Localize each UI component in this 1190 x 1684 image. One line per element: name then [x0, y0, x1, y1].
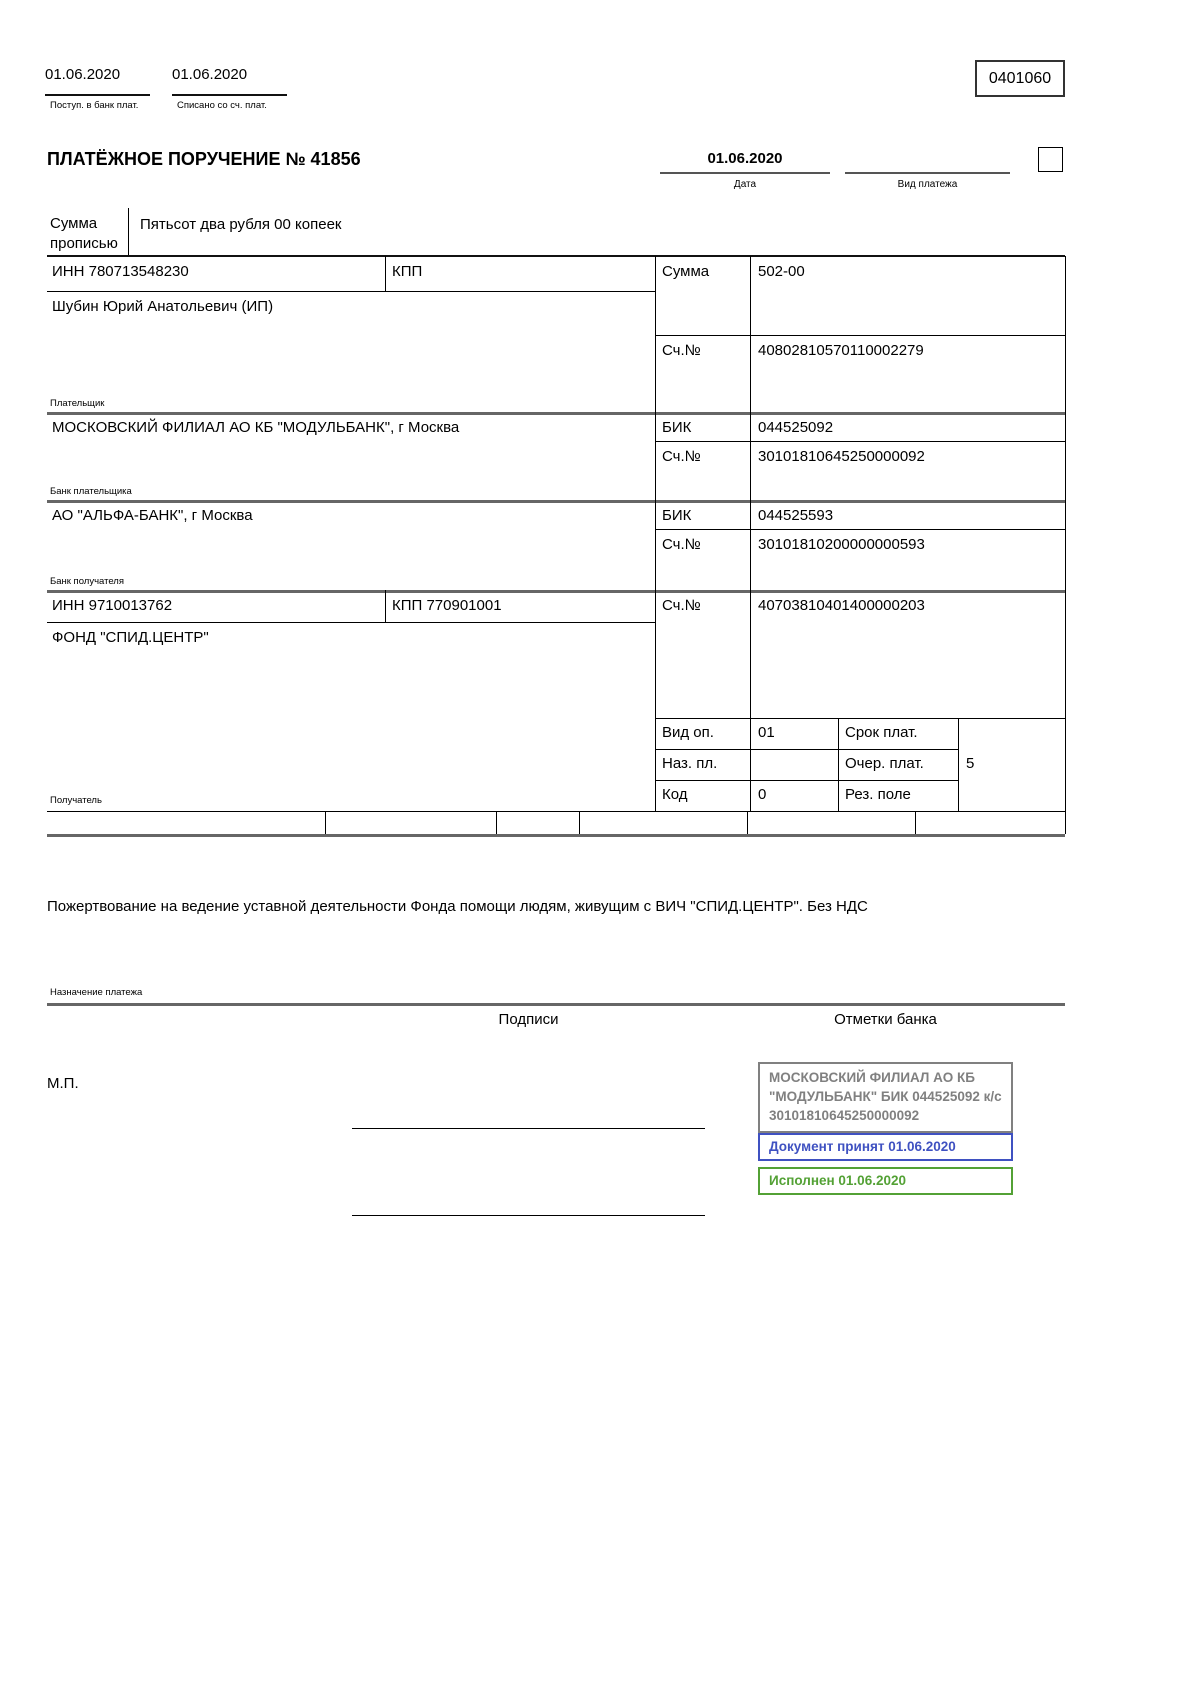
amount-label: Сумма — [662, 263, 710, 280]
payee-bank-section-label: Банк получателя — [50, 576, 124, 587]
payer-bank-account: 30101810645250000092 — [758, 448, 925, 465]
grid-line — [47, 590, 1065, 593]
grid-line — [47, 1003, 1065, 1006]
date-received-label: Поступ. в банк плат. — [50, 100, 139, 111]
date-label: Дата — [733, 179, 757, 190]
grid-line — [655, 335, 1065, 336]
bank-marks-label: Отметки банка — [834, 1011, 937, 1028]
payment-type-checkbox — [1038, 147, 1063, 172]
payee-bank-name: АО "АЛЬФА-БАНК", г Москва — [52, 507, 253, 524]
grid-line — [1065, 256, 1066, 834]
amount-value: 502-00 — [758, 263, 805, 280]
amount-in-words-label: Сумма прописью — [50, 215, 118, 252]
payee-inn: ИНН 9710013762 — [52, 597, 173, 614]
purpose-text: Пожертвование на ведение уставной деятельности Фонда помощи людям, живущим с ВИЧ "СПИД.ЦЕНТР". Без НДС — [47, 898, 868, 915]
grid-line — [655, 780, 958, 781]
payer-bank-name: МОСКОВСКИЙ ФИЛИАЛ АО КБ "МОДУЛЬБАНК", г Москва — [52, 419, 460, 436]
payment-term-label: Срок плат. — [845, 724, 918, 741]
grid-line — [655, 718, 1065, 719]
signatures-label: Подписи — [498, 1011, 559, 1028]
grid-line — [660, 172, 830, 174]
code-value: 0 — [758, 786, 767, 803]
payer-account-label: Сч.№ — [662, 342, 701, 359]
code-label: Код — [662, 786, 688, 803]
grid-line — [47, 291, 655, 292]
grid-line — [128, 208, 129, 255]
document-executed-stamp: Исполнен 01.06.2020 — [758, 1167, 1013, 1195]
date-debited: 01.06.2020 — [172, 66, 248, 83]
grid-line — [845, 172, 1010, 174]
purpose-section-label: Назначение платежа — [50, 987, 143, 998]
grid-line — [47, 811, 1065, 812]
payer-bank-account-label: Сч.№ — [662, 448, 701, 465]
grid-line — [838, 718, 839, 811]
grid-line — [750, 256, 751, 811]
grid-line — [385, 256, 386, 291]
payee-section-label: Получатель — [50, 795, 102, 806]
grid-line — [915, 811, 916, 834]
document-date: 01.06.2020 — [707, 150, 783, 167]
document-accepted-stamp: Документ принят 01.06.2020 — [758, 1133, 1013, 1161]
grid-line — [172, 94, 287, 96]
grid-line — [47, 500, 1065, 503]
payee-name: ФОНД "СПИД.ЦЕНТР" — [52, 629, 209, 646]
form-code-box — [975, 60, 1065, 97]
operation-type-value: 01 — [758, 724, 775, 741]
grid-line — [747, 811, 748, 834]
grid-line — [45, 94, 150, 96]
date-received: 01.06.2020 — [45, 66, 121, 83]
payer-kpp-label: КПП — [392, 263, 423, 280]
amount-in-words: Пятьсот два рубля 00 копеек — [140, 216, 342, 233]
payee-kpp: КПП 770901001 — [392, 597, 502, 614]
payee-bank-account-label: Сч.№ — [662, 536, 701, 553]
payee-bank-bik: 044525593 — [758, 507, 834, 524]
payment-priority-label: Очер. плат. — [845, 755, 924, 772]
grid-line — [496, 811, 497, 834]
payment-purpose-code-label: Наз. пл. — [662, 755, 718, 772]
payee-bank-bik-label: БИК — [662, 507, 692, 524]
payee-account: 40703810401400000203 — [758, 597, 925, 614]
grid-line — [47, 834, 1065, 837]
grid-line — [47, 255, 1065, 257]
signature-line-1 — [352, 1128, 705, 1129]
form-code: 0401060 — [988, 70, 1052, 87]
grid-line — [655, 441, 1065, 442]
signature-line-2 — [352, 1215, 705, 1216]
payment-priority-value: 5 — [966, 755, 975, 772]
payer-section-label: Плательщик — [50, 398, 105, 409]
grid-line — [655, 256, 656, 811]
payer-bank-bik-label: БИК — [662, 419, 692, 436]
grid-line — [47, 622, 655, 623]
document-title: ПЛАТЁЖНОЕ ПОРУЧЕНИЕ № 41856 — [47, 149, 361, 169]
bank-stamp-box: МОСКОВСКИЙ ФИЛИАЛ АО КБ "МОДУЛЬБАНК" БИК 044525092 к/с 30101810645250000092 — [758, 1062, 1013, 1133]
grid-line — [47, 412, 1065, 415]
payment-type-label: Вид платежа — [897, 179, 958, 190]
grid-line — [385, 590, 386, 622]
payer-bank-bik: 044525092 — [758, 419, 834, 436]
grid-line — [655, 529, 1065, 530]
grid-line — [579, 811, 580, 834]
reserve-field-label: Рез. поле — [845, 786, 911, 803]
grid-line — [325, 811, 326, 834]
date-debited-label: Списано со сч. плат. — [177, 100, 267, 111]
operation-type-label: Вид оп. — [662, 724, 714, 741]
grid-line — [958, 718, 959, 811]
payee-bank-account: 30101810200000000593 — [758, 536, 925, 553]
payer-bank-section-label: Банк плательщика — [50, 486, 132, 497]
payer-inn: ИНН 780713548230 — [52, 263, 189, 280]
payer-account: 40802810570110002279 — [758, 342, 924, 359]
stamp-place-label: М.П. — [47, 1075, 79, 1092]
payer-name: Шубин Юрий Анатольевич (ИП) — [52, 298, 274, 315]
payee-account-label: Сч.№ — [662, 597, 701, 614]
grid-line — [655, 749, 958, 750]
